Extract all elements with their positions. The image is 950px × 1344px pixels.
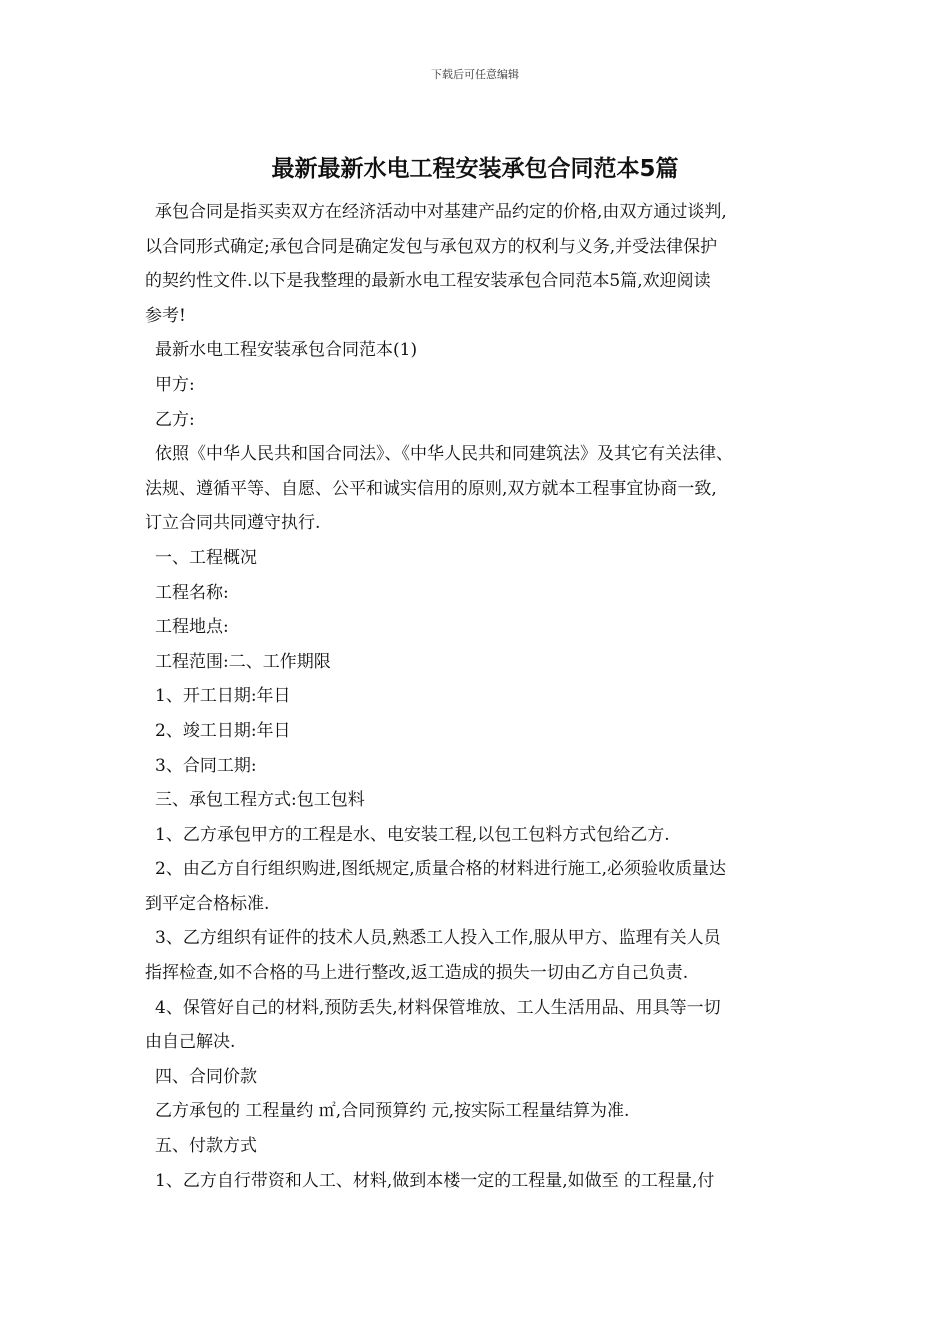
paragraph-line: 1、乙方自行带资和人工、材料,做到本楼一定的工程量,如做至 的工程量,付 [155, 1170, 715, 1191]
paragraph-line: 订立合同共同遵守执行. [145, 513, 321, 534]
paragraph-line: 3、合同工期: [155, 755, 257, 776]
paragraph-line: 依照《中华人民共和国合同法》、《中华人民共和同建筑法》及其它有关法律、 [155, 444, 733, 465]
paragraph [145, 645, 810, 680]
paragraph [145, 679, 810, 714]
paragraph-line: 甲方: [155, 374, 195, 395]
paragraph [145, 783, 810, 818]
paragraph [145, 333, 810, 368]
paragraph-line: 乙方: [155, 409, 195, 430]
header-note: 下载后可任意编辑 [431, 68, 519, 81]
paragraph [145, 1060, 810, 1095]
paragraph-line: 1、乙方承包甲方的工程是水、电安装工程,以包工包料方式包给乙方. [155, 824, 670, 845]
paragraph [145, 714, 810, 749]
paragraph [145, 852, 810, 921]
paragraph-line: 由自己解决. [145, 1032, 236, 1053]
paragraph-line: 三、承包工程方式:包工包料 [155, 790, 365, 811]
paragraph-line: 法规、遵循平等、自愿、公平和诚实信用的原则,双方就本工程事宜协商一致, [145, 478, 717, 499]
paragraph-line: 乙方承包的 工程量约 ㎡,合同预算约 元,按实际工程量结算为准. [155, 1101, 630, 1122]
paragraph-line: 工程地点: [155, 617, 229, 638]
paragraph-line: 以合同形式确定;承包合同是确定发包与承包双方的权利与义务,并受法律保护 [145, 236, 718, 257]
paragraph-line: 1、开工日期:年日 [155, 686, 291, 707]
paragraph-line: 的契约性文件.以下是我整理的最新水电工程安装承包合同范本5篇,欢迎阅读 [145, 271, 711, 292]
document-title: 最新最新水电工程安装承包合同范本5篇 [271, 156, 679, 182]
paragraph-line: 一、工程概况 [155, 547, 257, 568]
paragraph [145, 610, 810, 645]
paragraph-line: 3、乙方组织有证件的技术人员,熟悉工人投入工作,服从甲方、监理有关人员 [155, 928, 721, 949]
paragraph-line: 指挥检查,如不合格的马上进行整改,返工造成的损失一切由乙方自己负责. [145, 963, 689, 984]
paragraph [145, 437, 810, 541]
paragraph [145, 1129, 810, 1164]
paragraph-line: 参考! [145, 305, 186, 326]
paragraph [145, 991, 810, 1060]
paragraph-line: 最新水电工程安装承包合同范本(1) [155, 340, 418, 361]
paragraph-line: 四、合同价款 [155, 1066, 257, 1087]
paragraph-line: 4、保管好自己的材料,预防丢失,材料保管堆放、工人生活用品、用具等一切 [155, 997, 721, 1018]
paragraph-line: 承包合同是指买卖双方在经济活动中对基建产品约定的价格,由双方通过谈判, [155, 202, 727, 222]
paragraph [145, 403, 810, 438]
paragraph [145, 541, 810, 576]
paragraph [145, 1164, 810, 1199]
document-body [145, 195, 810, 1198]
paragraph [145, 368, 810, 403]
paragraph-line: 五、付款方式 [155, 1136, 257, 1157]
paragraph-line: 工程名称: [155, 582, 229, 603]
paragraph-line: 工程范围:二、工作期限 [155, 651, 331, 672]
paragraph [145, 576, 810, 611]
paragraph [145, 749, 810, 784]
paragraph [145, 195, 810, 333]
paragraph-line: 到平定合格标准. [145, 893, 270, 914]
paragraph [145, 1094, 810, 1129]
paragraph-line: 2、竣工日期:年日 [155, 720, 291, 741]
paragraph-line: 2、由乙方自行组织购进,图纸规定,质量合格的材料进行施工,必须验收质量达 [155, 859, 727, 880]
paragraph [145, 921, 810, 990]
paragraph [145, 818, 810, 853]
